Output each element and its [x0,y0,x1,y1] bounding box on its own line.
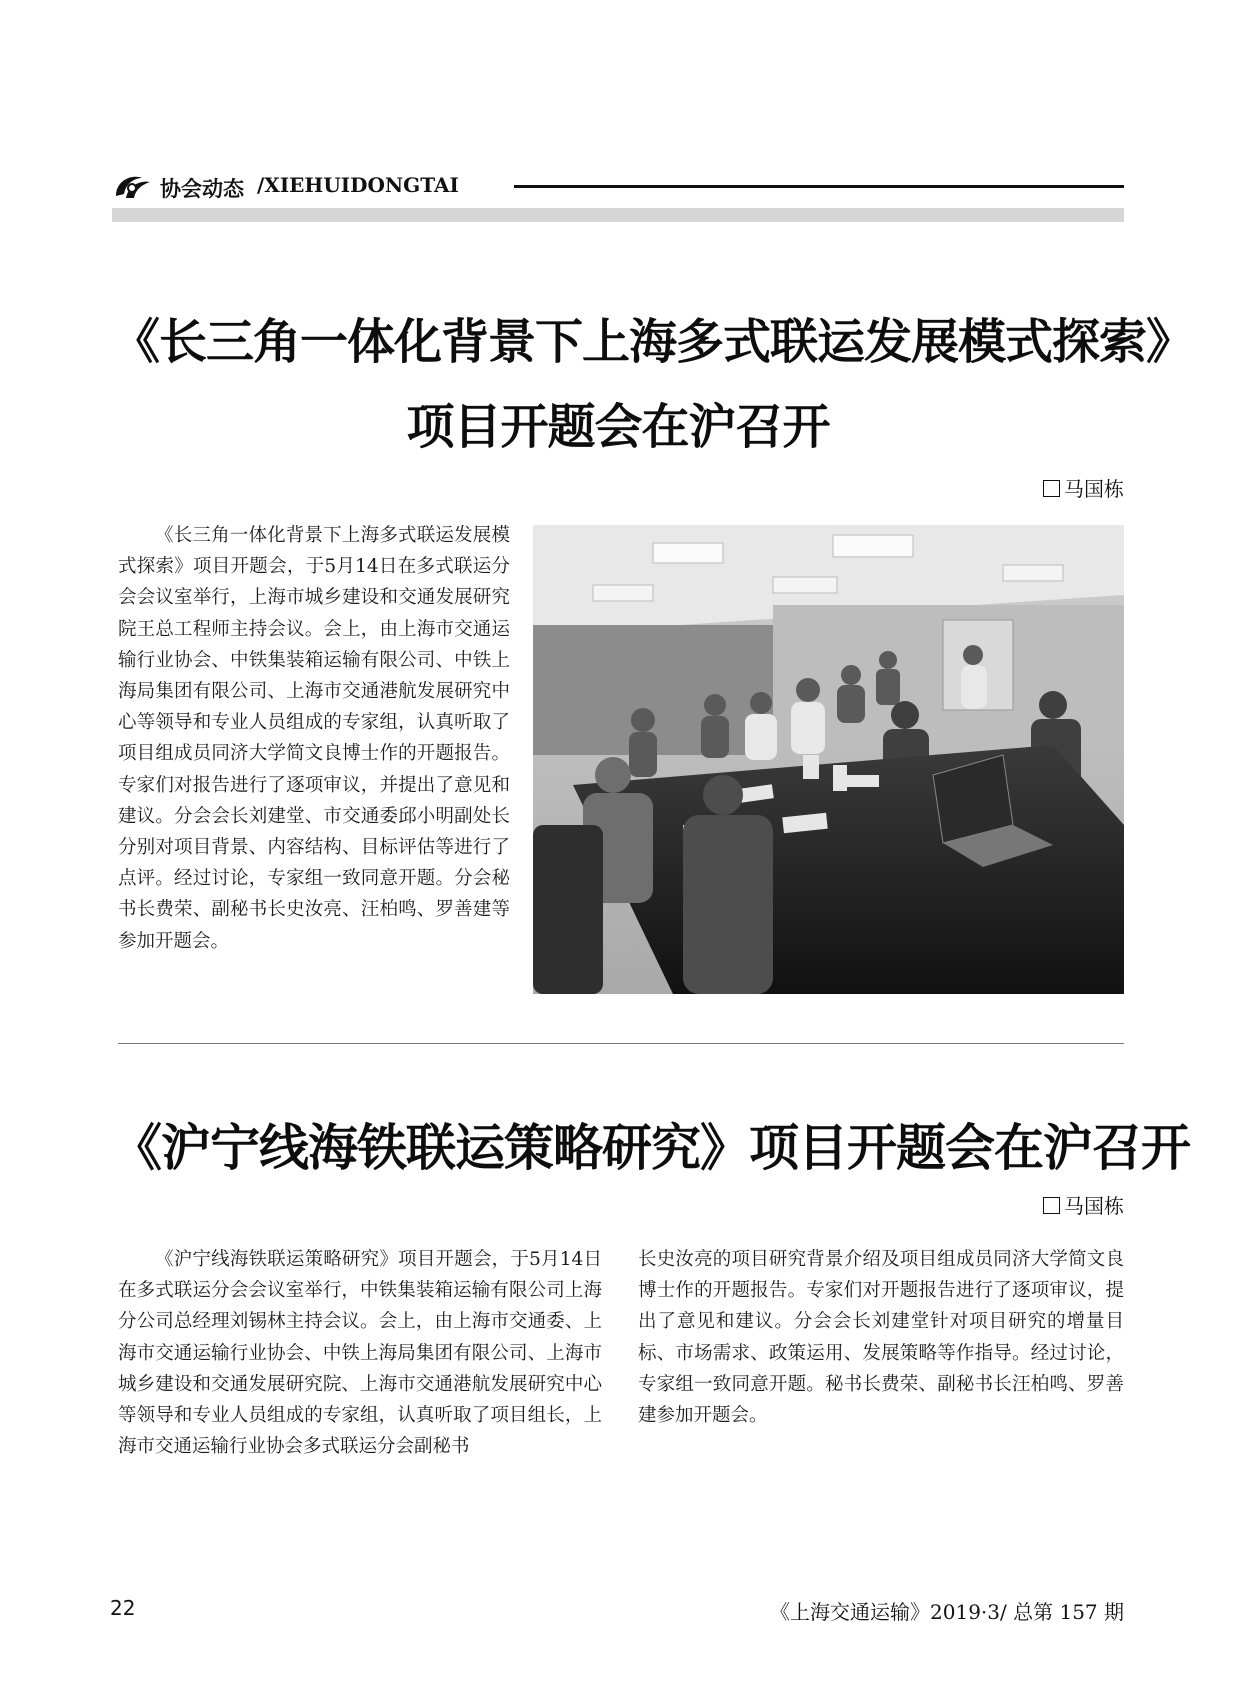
article2-body-col2: 长史汝亮的项目研究背景介绍及项目组成员同济大学简文良博士作的开题报告。专家们对开题报告进行了逐项审议，提出了意见和建议。分会会长刘建堂针对项目研究的增量目标、市场需求、政策运用、发展策略等作指导。经过讨论，专家组一致同意开题。秘书长费荣、副秘书长汪柏鸣、罗善建参加开题会。 [638,1249,1124,1427]
article2-byline [1043,1190,1124,1219]
byline-box-icon [1043,1197,1060,1214]
byline-box-icon [1043,480,1060,497]
article1-body: 《长三角一体化背景下上海多式联运发展模式探索》项目开题会，于5月14日在多式联运分会会议室举行，上海市城乡建设和交通发展研究院王总工程师主持会议。会上，由上海市交通运输行业协会、中铁集装箱运输有限公司、中铁上海局集团有限公司、上海市交通港航发展研究中心等领导和专业人员组成的专家组，认真听取了项目组成员同济大学简文良博士作的开题报告。专家们对报告进行了逐项审议，并提出了意见和建议。分会会长刘建堂、市交通委邱小明副处长分别对项目背景、内容结构、目标评估等进行了点评。经过讨论，专家组一致同意开题。分会秘书长费荣、副秘书长史汝亮、汪柏鸣、罗善建等参加开题会。 [118,525,510,952]
meeting-photo [533,525,1124,994]
article1-byline [1043,473,1124,502]
article-divider [118,1043,1124,1044]
article2-body-col1: 《沪宁线海铁联运策略研究》项目开题会，于5月14日在多式联运分会会议室举行，中铁集装箱运输有限公司上海分公司总经理刘锡林主持会议。会上，由上海市交通委、上海市交通运输行业协会、中铁上海局集团有限公司、上海市城乡建设和交通发展研究院、上海市交通港航发展研究中心等领导和专业人员组成的专家组，认真听取了项目组长，上海市交通运输行业协会多式联运分会副秘书 [118,1249,602,1458]
article1-title-line1: 《长三角一体化背景下上海多式联运发展模式探索》 [112,314,1194,370]
section-subtitle: /XIEHUIDONGTAI [257,173,459,197]
article2-title: 《沪宁线海铁联运策略研究》项目开题会在沪召开 [112,1119,1190,1177]
association-logo-icon [112,170,152,204]
header-rule [514,185,1124,188]
article1-title-line2: 项目开题会在沪召开 [406,399,830,455]
section-title: 协会动态 [160,177,244,201]
journal-citation: 《上海交通运输》2019·3/ 总第 157 期 [770,1600,1124,1624]
article2-author: 马国栋 [1064,1194,1124,1218]
article1-author: 马国栋 [1064,477,1124,501]
header-grey-band [112,208,1124,222]
page-number: 22 [110,1596,136,1620]
section-header [112,160,1124,224]
